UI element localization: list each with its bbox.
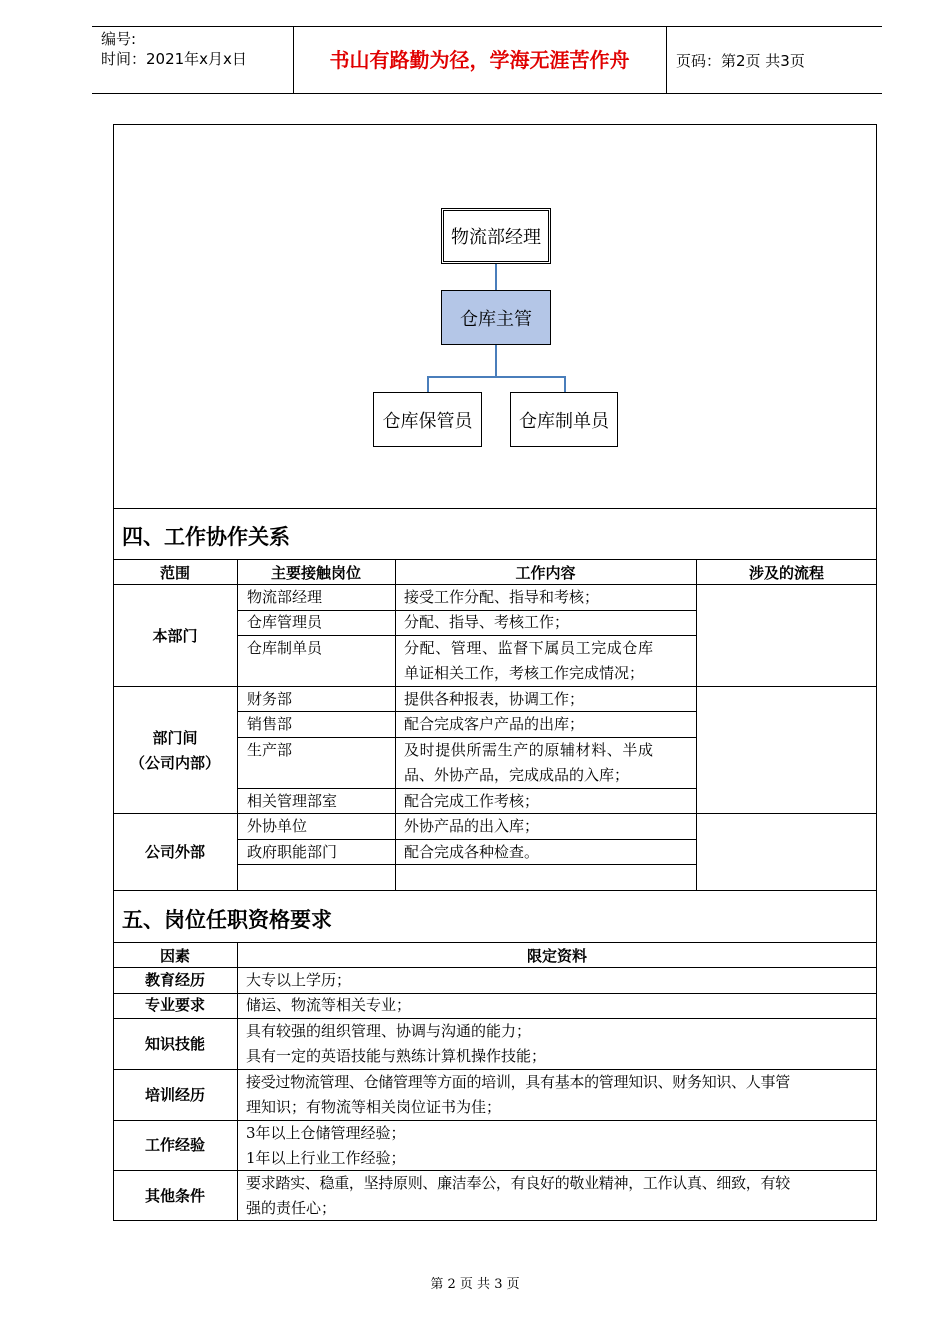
rule: [395, 559, 396, 890]
post-cell: 政府职能部门: [247, 843, 338, 861]
factor-label: 专业要求: [144, 996, 205, 1014]
factor-label: 培训经历: [144, 1086, 205, 1104]
org-connector: [495, 264, 497, 290]
rule: [113, 1120, 877, 1121]
scope-label: 公司外部: [144, 843, 205, 861]
content-cell: 分配、指导、考核工作；: [404, 613, 570, 631]
header-bottom-rule: [92, 93, 882, 94]
org-connector: [427, 376, 566, 378]
scope-label: 部门间: [152, 729, 198, 747]
requirement-text: 接受过物流管理、仓储管理等方面的培训，具有基本的管理知识、财务知识、人事管: [246, 1073, 790, 1091]
post-cell: 生产部: [247, 741, 293, 759]
requirement-text: 储运、物流等相关专业；: [246, 996, 412, 1014]
column-header: 因素: [159, 947, 190, 965]
rule: [113, 559, 877, 560]
requirement-text: 大专以上学历；: [246, 971, 352, 989]
post-cell: 外协单位: [247, 817, 308, 835]
requirement-text: 具有较强的组织管理、协调与沟通的能力；: [246, 1022, 532, 1040]
org-node-keeper: 仓库保管员: [373, 392, 482, 447]
org-node-manager: 物流部经理: [441, 208, 551, 264]
scope-label: 本部门: [152, 627, 198, 645]
content-cell: 单证相关工作，考核工作完成情况；: [404, 664, 645, 682]
requirement-text: 具有一定的英语技能与熟练计算机操作技能；: [246, 1047, 547, 1065]
requirement-text: 强的责任心；: [246, 1199, 337, 1217]
content-cell: 品、外协产品，完成成品的入库；: [404, 766, 630, 784]
page-number-label: 页码：第2页 共3页: [676, 52, 805, 70]
page-footer: 第 2 页 共 3 页: [430, 1277, 520, 1292]
content-cell: 外协产品的出入库；: [404, 817, 540, 835]
post-cell: 物流部经理: [247, 588, 323, 606]
org-connector: [495, 345, 497, 377]
factor-label: 教育经历: [144, 971, 205, 989]
section-title: 四、工作协作关系: [122, 525, 290, 549]
factor-label: 工作经验: [144, 1136, 205, 1154]
column-header: 范围: [159, 564, 190, 582]
requirement-text: 3年以上仓储管理经验；: [246, 1124, 406, 1142]
rule: [237, 942, 238, 1221]
rule: [237, 559, 238, 890]
org-connector: [564, 376, 566, 392]
content-cell: 配合完成各种检查。: [404, 843, 540, 861]
post-cell: 仓库管理员: [247, 613, 323, 631]
doc-time-label: 时间：2021年x月x日: [101, 50, 247, 68]
factor-label: 其他条件: [144, 1187, 205, 1205]
content-cell: 配合完成客户产品的出库；: [404, 715, 585, 733]
post-cell: 销售部: [247, 715, 293, 733]
header-top-rule: [92, 26, 882, 27]
column-header: 工作内容: [515, 564, 576, 582]
org-node-supervisor: 仓库主管: [441, 290, 551, 345]
requirement-text: 要求踏实、稳重，坚持原则、廉洁奉公，有良好的敬业精神，工作认真、细致，有较: [246, 1174, 790, 1192]
content-cell: 及时提供所需生产的原辅材料、半成: [404, 741, 654, 759]
rule: [113, 508, 877, 509]
org-connector: [427, 376, 429, 392]
section-title: 五、岗位任职资格要求: [122, 908, 332, 932]
rule: [113, 942, 877, 943]
scope-sublabel: （公司内部）: [129, 754, 220, 772]
header-motto: 书山有路勤为径，学海无涯苦作舟: [329, 48, 630, 72]
column-header: 限定资料: [526, 947, 587, 965]
requirement-text: 1年以上行业工作经验；: [246, 1149, 406, 1167]
factor-label: 知识技能: [144, 1035, 205, 1053]
post-cell: 财务部: [247, 690, 293, 708]
rule: [113, 890, 877, 891]
content-cell: 配合完成工作考核；: [404, 792, 540, 810]
org-node-clerk: 仓库制单员: [510, 392, 618, 447]
content-cell: 分配、管理、监督下属员工完成仓库: [404, 639, 654, 657]
post-cell: 相关管理部室: [247, 792, 338, 810]
doc-number-label: 编号:: [101, 30, 137, 48]
rule: [696, 559, 697, 890]
column-header: 主要接触岗位: [270, 564, 361, 582]
column-header: 涉及的流程: [748, 564, 824, 582]
post-cell: 仓库制单员: [247, 639, 323, 657]
requirement-text: 理知识；有物流等相关岗位证书为佳；: [246, 1098, 502, 1116]
content-cell: 提供各种报表，协调工作；: [404, 690, 585, 708]
header-divider: [666, 26, 667, 93]
content-cell: 接受工作分配、指导和考核；: [404, 588, 600, 606]
